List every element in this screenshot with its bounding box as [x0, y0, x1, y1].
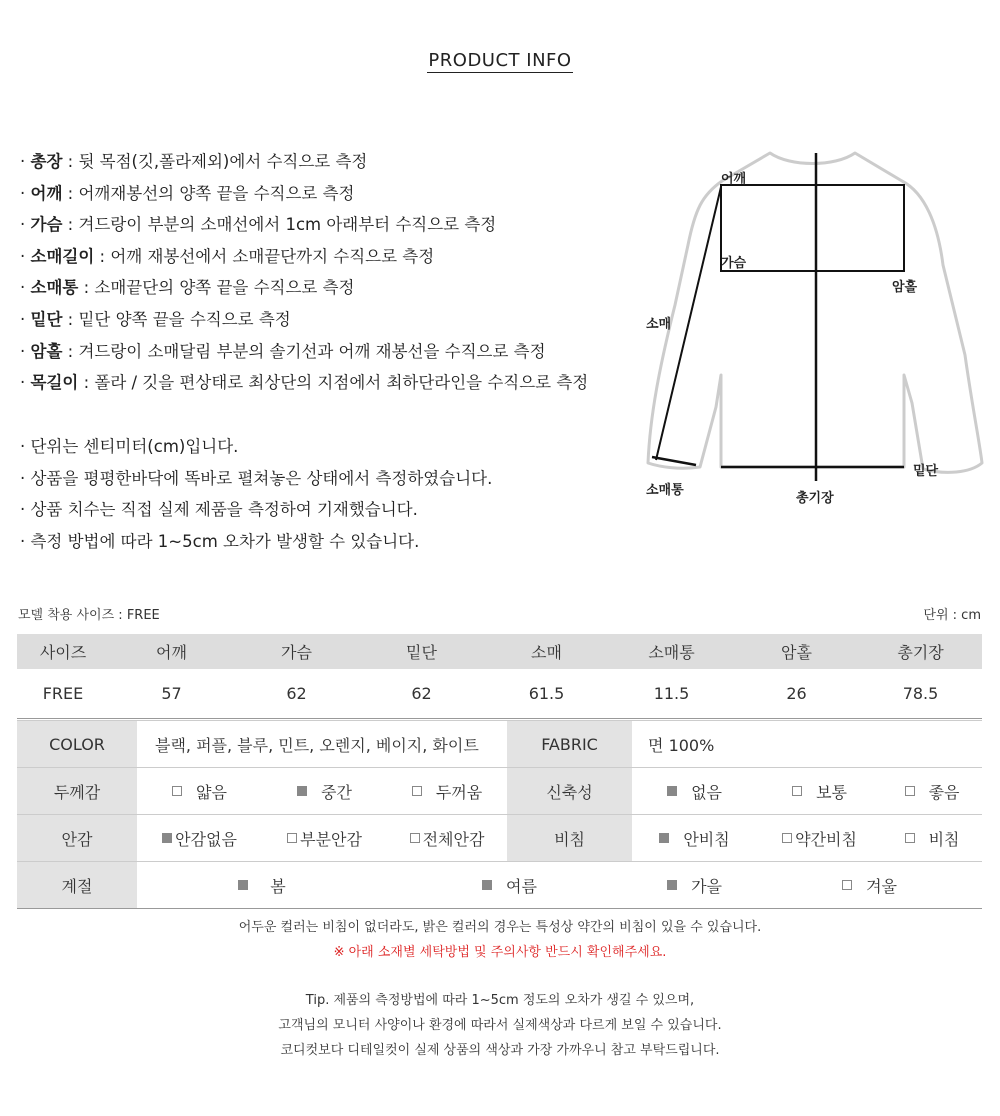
color-label: COLOR — [17, 721, 137, 768]
guide-item: · 소매길이 : 어깨 재봉선에서 소매끝단까지 수직으로 측정 — [20, 246, 435, 266]
table-row — [17, 768, 982, 815]
checkbox-square-icon — [162, 833, 172, 843]
stretch-label: 신축성 — [507, 768, 632, 815]
option-full-lining: 전체안감 — [387, 815, 507, 862]
checkbox-square-icon — [782, 833, 792, 843]
tip-line: Tip. 제품의 측정방법에 따라 1~5cm 정도의 오차가 생길 수 있으며, — [305, 993, 695, 1008]
guide-item: · 어깨 : 어깨재봉선의 양쪽 끝을 수직으로 측정 — [20, 183, 355, 203]
diagram-label-armhole: 암홀 — [892, 280, 918, 295]
value-cell: 26 — [786, 684, 807, 703]
note-item: · 상품 치수는 직접 실제 제품을 측정하여 기재했습니다. — [20, 500, 418, 520]
guide-item: · 목길이 : 폴라 / 깃을 편상태로 최상단의 지점에서 최하단라인을 수직으로 측정 — [20, 373, 589, 393]
option-normal: 보통 — [757, 768, 882, 815]
checkbox-square-icon — [667, 880, 677, 890]
checkbox-square-icon — [238, 880, 248, 890]
checkbox-square-icon — [482, 880, 492, 890]
option-none: 없음 — [632, 768, 757, 815]
checkbox-square-icon — [410, 833, 420, 843]
table-row — [17, 669, 982, 719]
option-thin: 얇음 — [137, 768, 262, 815]
page-title: PRODUCT INFO — [428, 50, 572, 71]
option-winter: 겨울 — [757, 862, 982, 909]
checkbox-square-icon — [412, 786, 422, 796]
measurement-guide — [20, 146, 588, 399]
option-summer: 여름 — [387, 862, 632, 909]
diagram-label-chest: 가슴 — [721, 256, 747, 271]
fabric-value: 면 100% — [632, 721, 982, 768]
attribute-table — [17, 720, 982, 909]
option-sheer: 비침 — [882, 815, 982, 862]
option-no-lining: 안감없음 — [137, 815, 262, 862]
checkbox-square-icon — [172, 786, 182, 796]
header-cell: 총기장 — [859, 634, 982, 669]
value-cell: 62 — [286, 684, 307, 703]
option-slightly-sheer: 약간비침 — [757, 815, 882, 862]
guide-item: · 가슴 : 겨드랑이 부분의 소매선에서 1cm 아래부터 수직으로 측정 — [20, 215, 497, 235]
diagram-label-shoulder: 어깨 — [721, 172, 747, 187]
checkbox-square-icon — [667, 786, 677, 796]
checkbox-square-icon — [297, 786, 307, 796]
option-autumn: 가을 — [632, 862, 757, 909]
value-cell: 62 — [411, 684, 432, 703]
checkbox-square-icon — [287, 833, 297, 843]
measurement-notes — [20, 431, 492, 557]
checkbox-square-icon — [842, 880, 852, 890]
tip-line: 고객님의 모니터 사양이나 환경에 따라서 실제색상과 다르게 보일 수 있습니다. — [278, 1018, 722, 1033]
option-spring: 봄 — [137, 862, 387, 909]
option-not-sheer: 안비침 — [632, 815, 757, 862]
sheer-label: 비침 — [507, 815, 632, 862]
header-cell: 어깨 — [109, 634, 234, 669]
tip-line: 코디컷보다 디테일컷이 실제 상품의 색상과 가장 가까우니 참고 부탁드립니다. — [280, 1043, 720, 1058]
table-row — [17, 721, 982, 768]
season-label: 계절 — [17, 862, 137, 909]
diagram-label-cuff: 소매통 — [646, 483, 684, 498]
guide-item: · 소매통 : 소매끝단의 양쪽 끝을 수직으로 측정 — [20, 278, 355, 298]
note-item: · 측정 방법에 따라 1~5cm 오차가 발생할 수 있습니다. — [20, 531, 420, 551]
header-cell: 암홀 — [734, 634, 859, 669]
value-cell: 78.5 — [902, 684, 939, 703]
option-thick: 두꺼움 — [387, 768, 507, 815]
garment-diagram — [640, 145, 985, 515]
header-cell: 사이즈 — [17, 634, 109, 669]
guide-item: · 밑단 : 밑단 양쪽 끝을 수직으로 측정 — [20, 309, 291, 329]
guide-item: · 암홀 : 겨드랑이 소매달림 부분의 솔기선과 어깨 재봉선을 수직으로 측정 — [20, 341, 546, 361]
diagram-label-sleeve: 소매 — [646, 317, 672, 332]
note-item: · 단위는 센티미터(cm)입니다. — [20, 437, 239, 456]
option-partial-lining: 부분안감 — [262, 815, 387, 862]
fabric-label: FABRIC — [507, 721, 632, 768]
size-table-header — [17, 634, 982, 669]
lining-label: 안감 — [17, 815, 137, 862]
diagram-label-hem: 밑단 — [913, 464, 939, 479]
diagram-label-length: 총기장 — [796, 491, 834, 506]
sheer-notice: 어두운 컬러는 비침이 없더라도, 밝은 컬러의 경우는 특성상 약간의 비침이 있을 수 있습니다. — [238, 920, 762, 935]
table-row — [17, 862, 982, 909]
checkbox-square-icon — [905, 833, 915, 843]
size-table — [17, 634, 982, 719]
size-cell: FREE — [42, 684, 84, 703]
value-cell: 57 — [161, 684, 182, 703]
header-cell: 소매 — [484, 634, 609, 669]
thickness-label: 두께감 — [17, 768, 137, 815]
color-value: 블랙, 퍼플, 블루, 민트, 오렌지, 베이지, 화이트 — [137, 721, 507, 768]
header-cell: 밑단 — [359, 634, 484, 669]
header-cell: 소매통 — [609, 634, 734, 669]
value-cell: 11.5 — [653, 684, 690, 703]
value-cell: 61.5 — [528, 684, 565, 703]
checkbox-square-icon — [792, 786, 802, 796]
header-cell: 가슴 — [234, 634, 359, 669]
option-good: 좋음 — [882, 768, 982, 815]
model-size: 모델 착용 사이즈 : FREE — [18, 608, 160, 623]
washing-warning: ※ 아래 소재별 세탁방법 및 주의사항 반드시 확인해주세요. — [333, 945, 667, 960]
checkbox-square-icon — [659, 833, 669, 843]
guide-item: · 총장 : 뒷 목점(깃,폴라제외)에서 수직으로 측정 — [20, 152, 368, 171]
table-row — [17, 815, 982, 862]
option-medium: 중간 — [262, 768, 387, 815]
note-item: · 상품을 평평한바닥에 똑바로 펼쳐놓은 상태에서 측정하였습니다. — [20, 468, 493, 488]
unit-label: 단위 : cm — [923, 608, 981, 623]
checkbox-square-icon — [905, 786, 915, 796]
